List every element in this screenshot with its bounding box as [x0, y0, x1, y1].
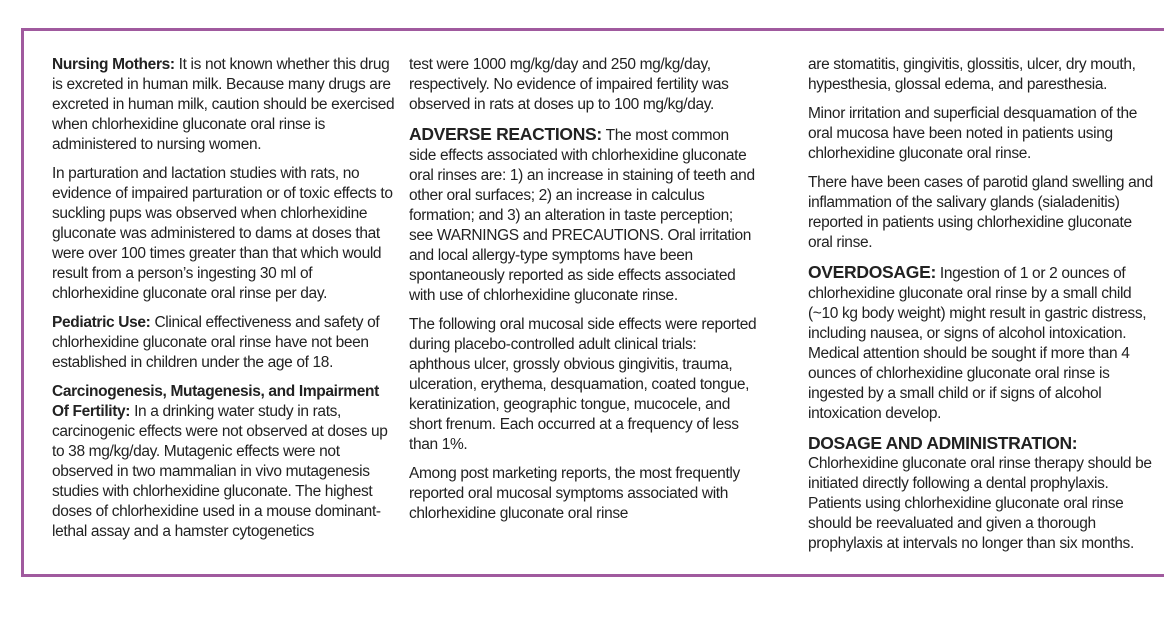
dosage-heading: DOSAGE AND ADMINISTRATION:	[808, 433, 1078, 453]
parotid-paragraph: There have been cases of parotid gland swelling and inflammation of the salivary glands (sialadenitis) reported in patients using chlorhexidine gluconate oral rinse.	[808, 174, 1153, 251]
nursing-mothers-text: It is not known whether this drug is excreted in human milk. Because many drugs are excreted in human milk, caution should be exercised when chlorhexidine gluconate oral rinse is administered to nursing women.	[52, 56, 395, 153]
pediatric-use-paragraph	[52, 313, 397, 373]
nursing-mothers-heading: Nursing Mothers:	[52, 56, 175, 73]
carcinogenesis-paragraph	[52, 382, 397, 542]
adverse-reactions-heading: ADVERSE REACTIONS:	[409, 124, 602, 144]
column-2	[409, 55, 759, 533]
overdosage-text: Ingestion of 1 or 2 ounces of chlorhexidine gluconate oral rinse by a small child (~10 kg body weight) might result in gastric distress, including nausea, or signs of alcohol intoxication. Medical attention should be sought if more than 4 ounces of chlorhexidine gluconate oral rinse is ingested by a small child or if signs of alcohol intoxication develop.	[808, 265, 1147, 422]
dosage-text: Chlorhexidine gluconate oral rinse therapy should be initiated directly following a dental prophylaxis. Patients using chlorhexidine gluconate oral rinse should be reevaluated and given a thorough prophylaxis at intervals no longer than six months.	[808, 455, 1152, 552]
mucosal-side-effects-paragraph: The following oral mucosal side effects were reported during placebo-controlled adult clinical trials: aphthous ulcer, grossly obvious gingivitis, trauma, ulceration, erythema, desquamation, coated tongue, keratinization, geographic tongue, mucocele, and short frenum. Each occurred at a frequency of less than 1%.	[409, 316, 757, 453]
parturition-paragraph: In parturation and lactation studies with rats, no evidence of impaired parturation or of toxic effects to suckling pups was observed when chlorhexidine gluconate was administered to dams at doses that were over 100 times greater than that which would result from a person’s ingesting 30 ml of chlorhexidine gluconate oral rinse per day.	[52, 165, 393, 302]
nursing-mothers-paragraph	[52, 55, 397, 155]
pediatric-use-text: Clinical effectiveness and safety of chlorhexidine gluconate oral rinse have not been established in children under the age of 18.	[52, 314, 380, 371]
pediatric-use-heading: Pediatric Use:	[52, 314, 151, 331]
column-1	[52, 55, 397, 551]
post-marketing-continued-paragraph: are stomatitis, gingivitis, glossitis, ulcer, dry mouth, hypesthesia, glossal edema, and paresthesia.	[808, 56, 1136, 93]
fertility-continued-paragraph: test were 1000 mg/kg/day and 250 mg/kg/day, respectively. No evidence of impaired fertility was observed in rats at doses up to 100 mg/kg/day.	[409, 56, 729, 113]
document-border	[21, 28, 1164, 577]
column-3	[808, 55, 1158, 563]
overdosage-paragraph	[808, 262, 1158, 424]
dosage-paragraph	[808, 433, 1158, 554]
adverse-reactions-paragraph	[409, 124, 759, 306]
overdosage-heading: OVERDOSAGE:	[808, 262, 936, 282]
carcinogenesis-heading: Carcinogenesis, Mutagenesis, and Impairment Of Fertility:	[52, 383, 379, 420]
adverse-reactions-text: The most common side effects associated with chlorhexidine gluconate oral rinses are: 1) an increase in staining of teeth and other oral surfaces; 2) an increase in calculus formation; and 3) an alteration in taste perception; see WARNINGS and PRECAUTIONS. Oral irritation and local allergy-type symptoms have been spontaneously reported as side effects associated with use of chlorhexidine gluconate rinse.	[409, 127, 755, 304]
post-marketing-paragraph: Among post marketing reports, the most frequently reported oral mucosal symptoms associated with chlorhexidine gluconate oral rinse	[409, 465, 740, 522]
carcinogenesis-text: In a drinking water study in rats, carcinogenic effects were not observed at doses up to 38 mg/kg/day. Mutagenic effects were not observed in two mammalian in vivo mutagenesis studies with chlorhexidine gluconate. The highest doses of chlorhexidine used in a mouse dominant-lethal assay and a hamster cytogenetics	[52, 403, 388, 540]
irritation-paragraph: Minor irritation and superficial desquamation of the oral mucosa have been noted in patients using chlorhexidine gluconate oral rinse.	[808, 105, 1138, 162]
